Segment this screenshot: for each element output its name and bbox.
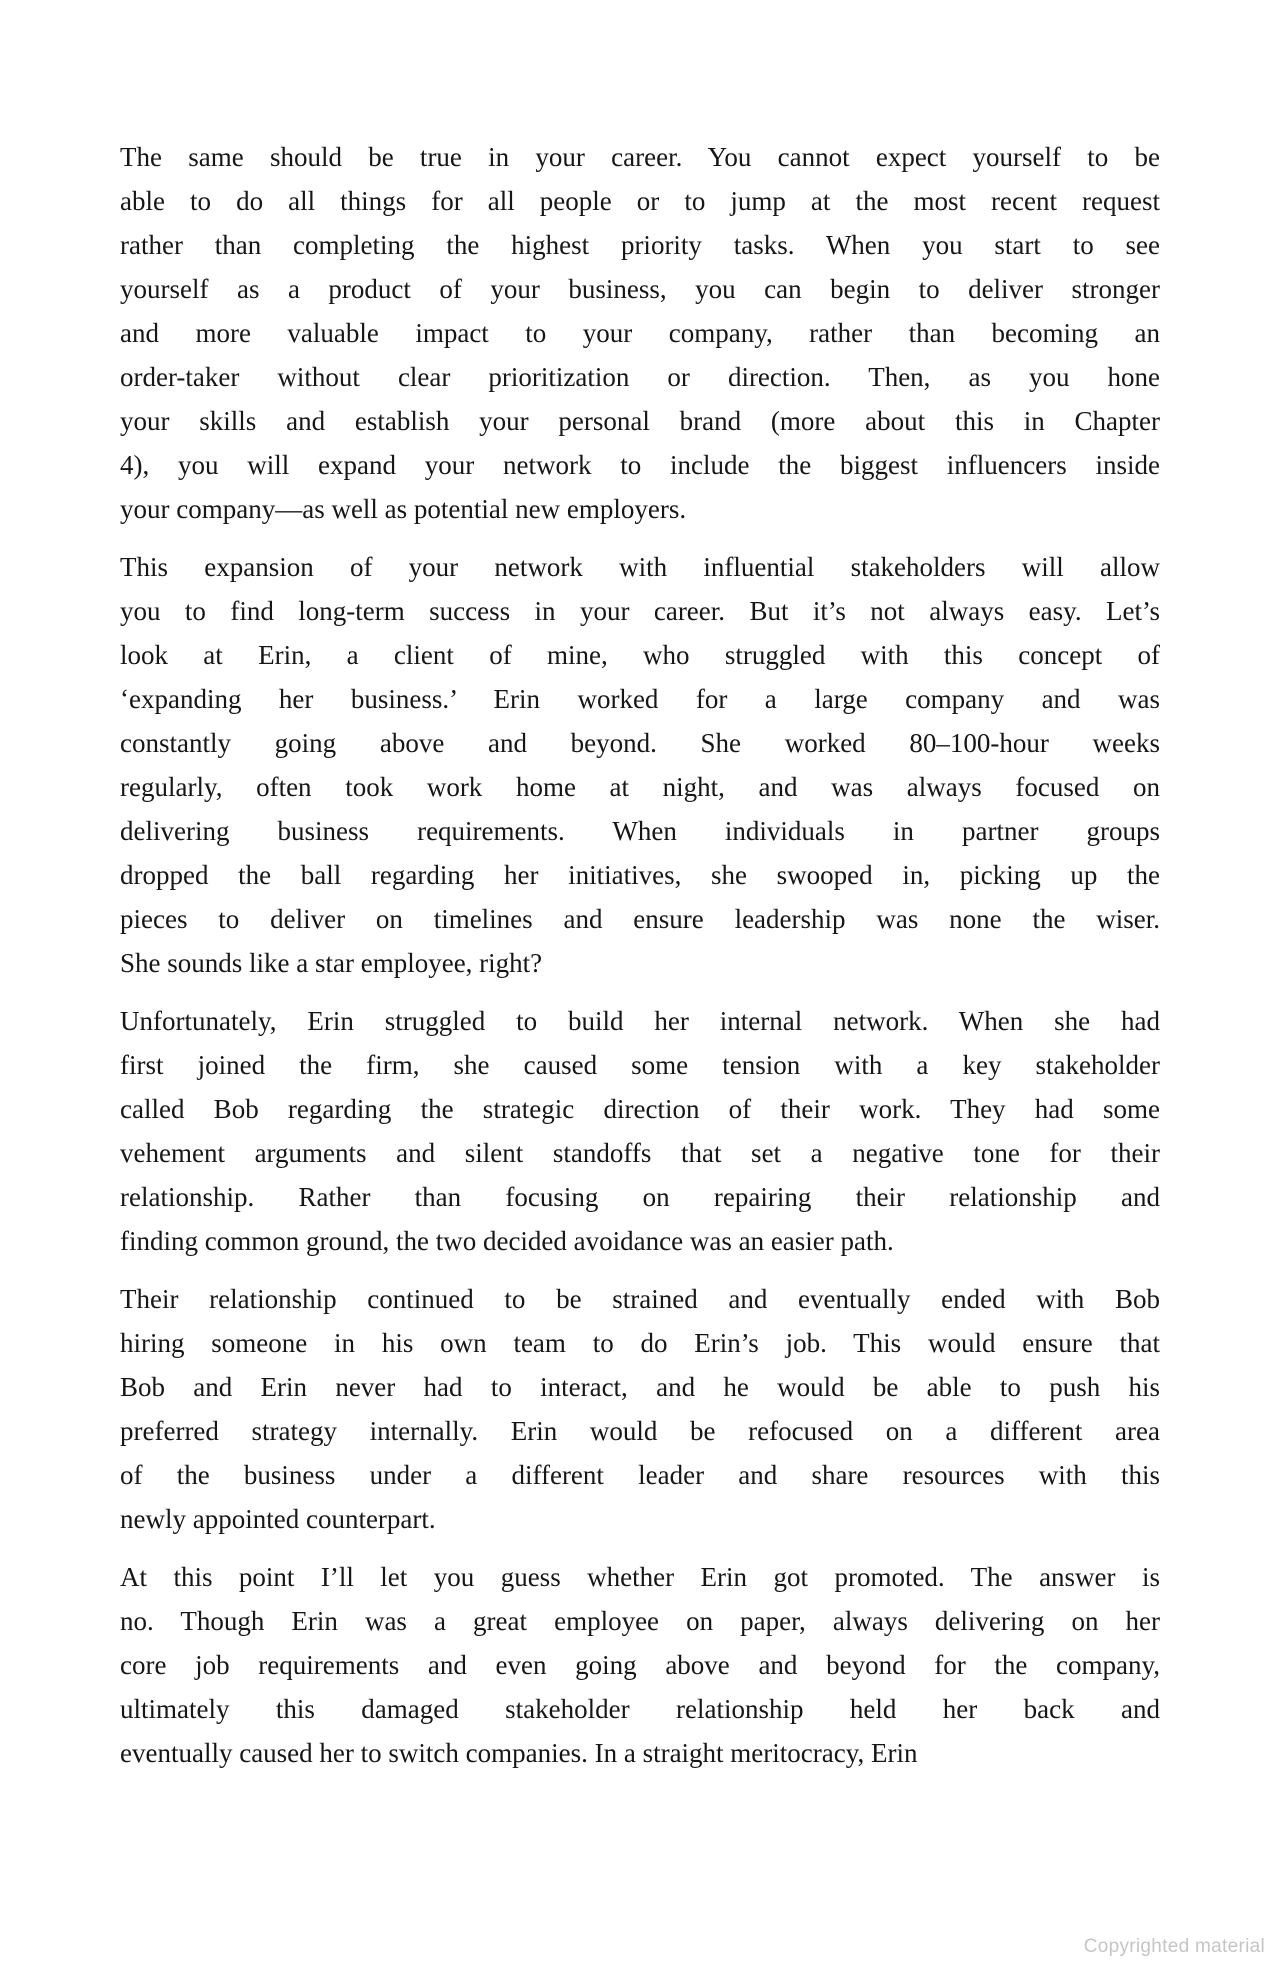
text-line: regularly, often took work home at night, and was always focused on — [120, 772, 1160, 802]
text-line: 4), you will expand your network to include the biggest influencers inside — [120, 450, 1160, 480]
text-line: called Bob regarding the strategic direction of their work. They had some — [120, 1094, 1160, 1124]
text-line: She sounds like a star employee, right? — [120, 948, 543, 978]
text-line: no. Though Erin was a great employee on paper, always delivering on her — [120, 1606, 1160, 1636]
text-line: your company—as well as potential new employers. — [120, 494, 687, 524]
text-line: pieces to deliver on timelines and ensure leadership was none the wiser. — [120, 904, 1160, 934]
text-line: of the business under a different leader and share resources with this — [120, 1460, 1160, 1490]
paragraph-2 — [120, 545, 1160, 985]
paragraph-4 — [120, 1277, 1160, 1541]
text-line: Their relationship continued to be strained and eventually ended with Bob — [120, 1284, 1160, 1314]
paragraph-5 — [120, 1555, 1160, 1775]
text-line: core job requirements and even going above and beyond for the company, — [120, 1650, 1160, 1680]
text-line: constantly going above and beyond. She worked 80–100-hour weeks — [120, 728, 1160, 758]
text-line: you to find long-term success in your career. But it’s not always easy. Let’s — [120, 596, 1160, 626]
text-line: delivering business requirements. When individuals in partner groups — [120, 816, 1160, 846]
text-line: The same should be true in your career. You cannot expect yourself to be — [120, 142, 1160, 172]
text-line: your skills and establish your personal brand (more about this in Chapter — [120, 406, 1160, 436]
text-line: and more valuable impact to your company, rather than becoming an — [120, 318, 1160, 348]
text-line: preferred strategy internally. Erin would be refocused on a different area — [120, 1416, 1160, 1446]
text-line: vehement arguments and silent standoffs that set a negative tone for their — [120, 1138, 1160, 1168]
text-line: first joined the firm, she caused some tension with a key stakeholder — [120, 1050, 1160, 1080]
paragraph-3 — [120, 999, 1160, 1263]
text-line: newly appointed counterpart. — [120, 1504, 436, 1534]
book-page — [120, 135, 1160, 1775]
text-line: This expansion of your network with influential stakeholders will allow — [120, 552, 1160, 582]
text-line: At this point I’ll let you guess whether Erin got promoted. The answer is — [120, 1562, 1160, 1592]
text-line: rather than completing the highest priority tasks. When you start to see — [120, 230, 1160, 260]
copyright-watermark: Copyrighted material — [1083, 1936, 1265, 1957]
text-line: ‘expanding her business.’ Erin worked for a large company and was — [120, 684, 1160, 714]
text-line: dropped the ball regarding her initiatives, she swooped in, picking up the — [120, 860, 1160, 890]
text-line: Bob and Erin never had to interact, and he would be able to push his — [120, 1372, 1160, 1402]
text-line: able to do all things for all people or to jump at the most recent request — [120, 186, 1160, 216]
text-line: yourself as a product of your business, you can begin to deliver stronger — [120, 274, 1160, 304]
text-line: hiring someone in his own team to do Erin’s job. This would ensure that — [120, 1328, 1160, 1358]
text-line: look at Erin, a client of mine, who struggled with this concept of — [120, 640, 1160, 670]
text-line: Unfortunately, Erin struggled to build her internal network. When she had — [120, 1006, 1160, 1036]
text-line: order-taker without clear prioritization or direction. Then, as you hone — [120, 362, 1160, 392]
text-line: ultimately this damaged stakeholder relationship held her back and — [120, 1694, 1160, 1724]
paragraph-1 — [120, 135, 1160, 531]
text-line: finding common ground, the two decided avoidance was an easier path. — [120, 1226, 894, 1256]
text-line: eventually caused her to switch companies. In a straight meritocracy, Erin — [120, 1738, 918, 1768]
text-line: relationship. Rather than focusing on repairing their relationship and — [120, 1182, 1160, 1212]
